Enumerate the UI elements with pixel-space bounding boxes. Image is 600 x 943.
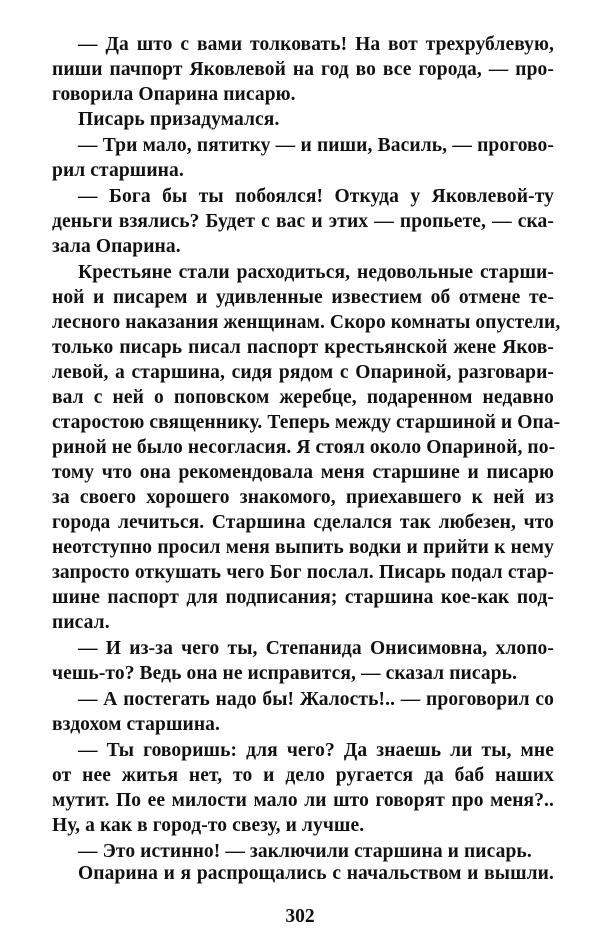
text-line: за своего хорошего знакомого, приехавшего к ней из xyxy=(52,487,554,508)
text-line: риной не было несогласия. Я стоял около Опариной, по- xyxy=(52,437,556,458)
text-line: — А постегать надо бы! Жалость!.. — проговорил со xyxy=(78,689,554,710)
text-line: только писарь писал паспорт крестьянской жене Яков- xyxy=(52,337,554,358)
text-line: — Ты говоришь: для чего? Да знаешь ли ты, мне xyxy=(78,740,554,761)
page-number: 302 xyxy=(285,906,315,927)
text-line: левой, а старшина, сидя рядом с Опариной, разговари- xyxy=(52,362,554,383)
text-line: ной и писарем и удивленные известием об отмене те- xyxy=(52,287,554,308)
text-line: — Это истинно! — заключили старшина и писарь. xyxy=(78,841,532,862)
text-line: — Да што с вами толковать! На вот трехрублевую, xyxy=(78,34,554,55)
text-line: зала Опарина. xyxy=(52,236,181,257)
text-line: чешь-то? Ведь она не исправится, — сказал писарь. xyxy=(52,663,518,684)
text-line: от нее житья нет, то и дело ругается да баб наших xyxy=(52,765,554,786)
text-line: Писарь призадумался. xyxy=(78,109,280,130)
text-line: лесного наказания женщинам. Скоро комнаты опустели, xyxy=(52,312,561,333)
text-line: старостою священнику. Теперь между старшиной и Опа- xyxy=(52,412,561,433)
text-line: вал с ней о поповском жеребце, подаренном недавно xyxy=(52,387,554,408)
text-line: — Три мало, пятитку — и пиши, Василь, — прогово- xyxy=(78,135,554,156)
text-line: вздохом старшина. xyxy=(52,714,221,735)
text-line: — Бога бы ты побоялся! Откуда у Яковлевой-ту xyxy=(78,186,554,207)
text-line: города лечиться. Старшина сделался так любезен, что xyxy=(52,512,554,533)
text-line: деньги взялись? Будет с вас и этих — пропьете, — ска- xyxy=(52,211,554,232)
text-line: писал. xyxy=(52,612,110,633)
text-line: тому что она рекомендовала меня старшине и писарю xyxy=(52,462,554,483)
text-line: неотступно просил меня выпить водки и прийти к нему xyxy=(52,537,554,558)
text-line: — И из-за чего ты, Степанида Онисимовна, хлопо- xyxy=(78,638,554,659)
text-line: Крестьяне стали расходиться, недовольные старши- xyxy=(78,262,554,283)
text-line: мутит. По ее милости мало ли што говорят про меня?.. xyxy=(52,790,554,811)
text-line: Опарина и я распрощались с начальством и вышли. xyxy=(78,863,554,884)
text-line: запросто откушать чего Бог послал. Писарь подал стар- xyxy=(52,562,554,583)
text-line: говорила Опарина писарю. xyxy=(52,84,296,105)
text-line: пиши пачпорт Яковлевой на год во все города, — про- xyxy=(52,59,554,80)
text-line: шине паспорт для подписания; старшина кое-как под- xyxy=(52,587,554,608)
text-line: рил старшина. xyxy=(52,160,184,181)
text-line: Ну, а как в город-то свезу, и лучше. xyxy=(52,815,365,836)
